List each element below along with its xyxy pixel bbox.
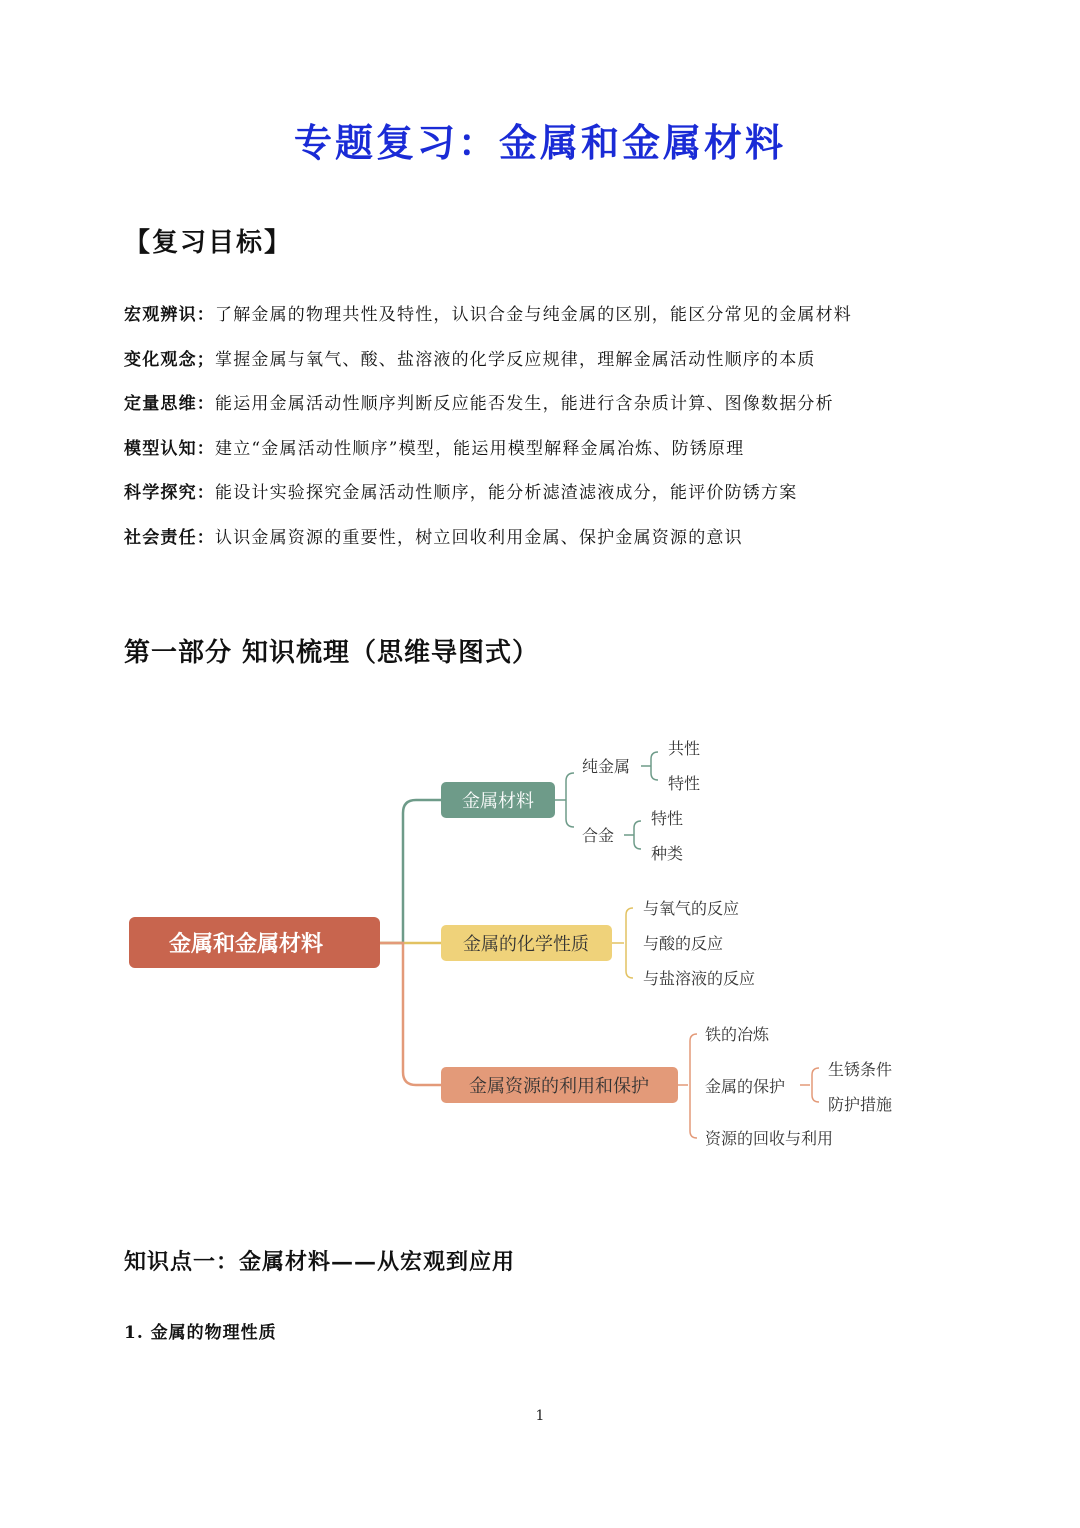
node-alloy: 合金 bbox=[582, 826, 615, 845]
goal-key: 宏观辨识： bbox=[124, 305, 215, 325]
leaf-rust-conditions: 生锈条件 bbox=[828, 1060, 893, 1079]
connector-resources-children bbox=[678, 1034, 697, 1138]
leaf-alloy-types: 种类 bbox=[651, 844, 684, 863]
connector-root-resources bbox=[380, 943, 441, 1085]
leaf-common-props: 共性 bbox=[668, 739, 701, 758]
leaf-recycling: 资源的回收与利用 bbox=[705, 1129, 834, 1148]
mindmap-root-label: 金属和金属材料 bbox=[168, 932, 324, 957]
connector-alloy-children bbox=[624, 821, 641, 849]
goal-key: 变化观念； bbox=[124, 350, 215, 370]
branch-chemistry-label: 金属的化学性质 bbox=[463, 934, 589, 955]
leaf-alloy-props: 特性 bbox=[651, 809, 684, 828]
leaf-protection-measures: 防护措施 bbox=[828, 1095, 893, 1114]
page-number: 1 bbox=[535, 1408, 545, 1424]
goal-text: 掌握金属与氧气、酸、盐溶液的化学反应规律，理解金属活动性顺序的本质 bbox=[215, 350, 816, 370]
goal-key: 模型认知： bbox=[124, 439, 215, 459]
leaf-salt-reaction: 与盐溶液的反应 bbox=[643, 969, 756, 988]
goal-text: 认识金属资源的重要性，树立回收利用金属、保护金属资源的意识 bbox=[215, 528, 743, 548]
connector-protection-children bbox=[800, 1068, 819, 1102]
goal-text: 建立“金属活动性顺序”模型，能运用模型解释金属冶炼、防锈原理 bbox=[215, 439, 745, 459]
leaf-acid-reaction: 与酸的反应 bbox=[643, 934, 724, 953]
leaf-iron-smelting: 铁的冶炼 bbox=[705, 1025, 770, 1044]
branch-materials-label: 金属材料 bbox=[462, 791, 534, 812]
connector-pure-metal-children bbox=[641, 752, 658, 780]
connector-chemistry-children bbox=[612, 908, 633, 978]
goal-key: 社会责任： bbox=[124, 528, 215, 548]
goals-heading: 【复习目标】 bbox=[124, 228, 293, 258]
connector-materials-children bbox=[555, 773, 574, 827]
subsection-heading: 1. 金属的物理性质 bbox=[124, 1323, 277, 1343]
goal-text: 能设计实验探究金属活动性顺序，能分析滤渣滤液成分，能评价防锈方案 bbox=[215, 483, 798, 503]
node-metal-protection: 金属的保护 bbox=[705, 1077, 786, 1096]
leaf-special-props: 特性 bbox=[668, 774, 701, 793]
goal-key: 科学探究： bbox=[124, 483, 215, 503]
node-pure-metal: 纯金属 bbox=[582, 757, 631, 776]
goal-text: 了解金属的物理共性及特性，认识合金与纯金属的区别，能区分常见的金属材料 bbox=[215, 305, 852, 325]
connector-root-materials bbox=[380, 800, 441, 943]
goal-key: 定量思维： bbox=[124, 394, 215, 414]
leaf-oxygen-reaction: 与氧气的反应 bbox=[643, 899, 740, 918]
goal-text: 能运用金属活动性顺序判断反应能否发生，能进行含杂质计算、图像数据分析 bbox=[215, 394, 834, 414]
knowledge-point-heading: 知识点一：金属材料——从宏观到应用 bbox=[124, 1249, 516, 1275]
branch-resources-label: 金属资源的利用和保护 bbox=[469, 1076, 649, 1097]
part-heading: 第一部分 知识梳理（思维导图式） bbox=[124, 638, 540, 668]
page-title: 专题复习：金属和金属材料 bbox=[293, 120, 786, 165]
